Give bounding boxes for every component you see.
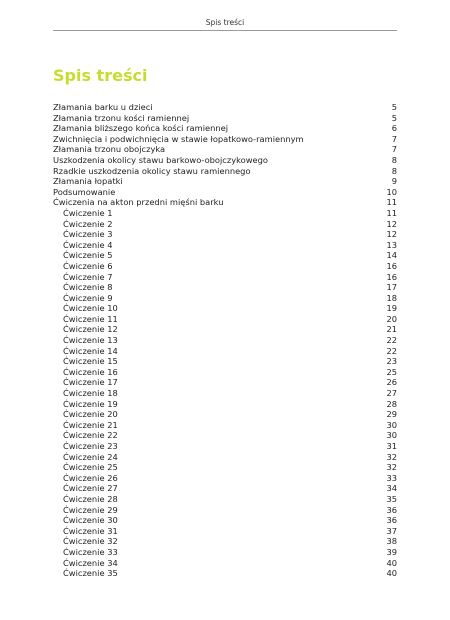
- toc-entry-page-number: 17: [386, 282, 397, 293]
- toc-entry[interactable]: [53, 526, 397, 537]
- toc-entry[interactable]: [53, 515, 397, 526]
- toc-entry-label: Złamania łopatki: [53, 176, 123, 187]
- toc-entry-page-number: 30: [386, 419, 397, 430]
- toc-entry-page-number: 11: [386, 207, 397, 218]
- toc-entry-label: Złamania barku u dzieci: [53, 102, 153, 112]
- toc-entry-label: Złamania bliższego końca kości ramiennej: [53, 123, 229, 134]
- toc-entry-page-number: 36: [386, 515, 397, 526]
- toc-entry[interactable]: [53, 430, 397, 441]
- toc-entry-page-number: 5: [391, 102, 397, 112]
- toc-entry-page-number: 31: [386, 441, 397, 451]
- toc-entry-page-number: 35: [386, 493, 397, 504]
- toc-entry[interactable]: [53, 441, 397, 452]
- toc-entry[interactable]: [53, 219, 397, 230]
- toc-entry[interactable]: [53, 134, 397, 145]
- toc-entry[interactable]: [53, 452, 397, 463]
- toc-entry-page-number: 8: [391, 154, 397, 165]
- toc-entry-label: Ćwiczenie 32: [63, 536, 118, 547]
- toc-entry[interactable]: [53, 155, 397, 166]
- toc-entry[interactable]: [53, 494, 397, 505]
- toc-entry-label: Rzadkie uszkodzenia okolicy stawu ramiennego: [53, 165, 251, 176]
- toc-entry-label: Ćwiczenie 28: [63, 493, 118, 504]
- toc-entry-page-number: 18: [386, 292, 397, 303]
- toc-entry-label: Ćwiczenie 20: [63, 409, 118, 420]
- toc-entry-page-number: 22: [386, 335, 397, 346]
- toc-entry-label: Ćwiczenie 8: [63, 282, 113, 293]
- toc-entry[interactable]: [53, 293, 397, 304]
- toc-entry-label: Złamania trzonu kości ramiennej: [53, 112, 190, 123]
- toc-entry[interactable]: [53, 261, 397, 272]
- toc-entry[interactable]: [53, 197, 397, 208]
- toc-entry-label: Ćwiczenie 27: [63, 483, 118, 494]
- toc-entry-label: Ćwiczenie 7: [63, 271, 113, 282]
- toc-entry[interactable]: [53, 208, 397, 219]
- toc-entry-page-number: 27: [386, 388, 397, 399]
- toc-entry[interactable]: [53, 113, 397, 124]
- toc-entry[interactable]: [53, 123, 397, 134]
- header-rule: [53, 30, 397, 31]
- toc-entry-label: Ćwiczenia na akton przedni mięśni barku: [53, 197, 224, 208]
- toc-entry-label: Ćwiczenie 5: [63, 250, 113, 261]
- toc-entry-label: Ćwiczenie 9: [63, 292, 113, 303]
- toc-entry-page-number: 40: [386, 557, 397, 568]
- toc-entry-label: Ćwiczenie 33: [63, 546, 118, 557]
- toc-entry-page-number: 26: [386, 377, 397, 388]
- toc-entry-page-number: 19: [386, 303, 397, 314]
- toc-entry-page-number: 23: [386, 356, 397, 367]
- toc-entry[interactable]: [53, 324, 397, 335]
- toc-entry[interactable]: [53, 187, 397, 198]
- toc-entry[interactable]: [53, 377, 397, 388]
- toc-entry-label: Ćwiczenie 3: [63, 229, 113, 240]
- toc-entry-label: Ćwiczenie 15: [63, 356, 118, 367]
- toc-entry-page-number: 7: [391, 144, 397, 155]
- toc-entry-page-number: 29: [386, 409, 397, 420]
- toc-entry-page-number: 32: [386, 462, 397, 473]
- toc-entry[interactable]: [53, 367, 397, 378]
- toc-entry[interactable]: [53, 388, 397, 399]
- toc-entry-label: Ćwiczenie 1: [63, 207, 113, 218]
- toc-entry-label: Ćwiczenie 18: [63, 388, 118, 399]
- toc-entry-label: Ćwiczenie 22: [63, 430, 118, 441]
- toc-entry-label: Ćwiczenie 6: [63, 260, 113, 271]
- toc-entry-page-number: 7: [391, 133, 397, 144]
- toc-entry-page-number: 5: [391, 112, 397, 123]
- toc-entry-page-number: 12: [386, 218, 397, 229]
- toc-entry[interactable]: [53, 282, 397, 293]
- toc-entry-page-number: 36: [386, 504, 397, 515]
- toc-entry-label: Ćwiczenie 21: [63, 419, 118, 430]
- toc-entry[interactable]: [53, 166, 397, 177]
- toc-entry[interactable]: [53, 420, 397, 431]
- toc-entry-label: Ćwiczenie 13: [63, 335, 118, 346]
- toc-entry-page-number: 21: [386, 324, 397, 335]
- toc-entry[interactable]: [53, 314, 397, 325]
- toc-entry-label: Złamania trzonu obojczyka: [53, 144, 166, 155]
- toc-entry[interactable]: [53, 409, 397, 420]
- toc-entry-page-number: 14: [386, 250, 397, 261]
- toc-entry-label: Ćwiczenie 34: [63, 557, 118, 568]
- toc-entry-label: Ćwiczenie 12: [63, 324, 118, 335]
- toc-entry[interactable]: [53, 144, 397, 155]
- toc-entry[interactable]: [53, 102, 397, 113]
- toc-entry-page-number: 20: [386, 313, 397, 324]
- toc-entry[interactable]: [53, 335, 397, 346]
- toc-entry-page-number: 33: [386, 472, 397, 483]
- toc-entry[interactable]: [53, 399, 397, 410]
- toc-entry-label: Ćwiczenie 30: [63, 515, 118, 526]
- toc-entry-label: Ćwiczenie 10: [63, 303, 118, 314]
- toc-entry-page-number: 25: [386, 366, 397, 377]
- toc-entry[interactable]: [53, 303, 397, 314]
- toc-entry-label: Ćwiczenie 14: [63, 345, 118, 356]
- toc-entry-label: Ćwiczenie 17: [63, 377, 118, 388]
- toc-entry[interactable]: [53, 229, 397, 240]
- page-title: Spis treści: [53, 66, 148, 85]
- toc-entry-label: Ćwiczenie 26: [63, 472, 118, 483]
- toc-entry[interactable]: [53, 547, 397, 558]
- toc-entry-label: Ćwiczenie 35: [63, 568, 118, 579]
- toc-entry-page-number: 38: [386, 536, 397, 547]
- toc-entry-page-number: 22: [386, 345, 397, 356]
- toc-entry-page-number: 40: [386, 568, 397, 579]
- toc-entry[interactable]: [53, 356, 397, 367]
- toc-entry-label: Ćwiczenie 29: [63, 504, 118, 515]
- toc-entry-label: Uszkodzenia okolicy stawu barkowo-obojczykowego: [53, 154, 268, 165]
- toc-entry-label: Ćwiczenie 24: [63, 451, 118, 462]
- toc-list: [53, 102, 397, 579]
- toc-entry-label: Ćwiczenie 4: [63, 239, 113, 250]
- toc-entry-label: Ćwiczenie 19: [63, 398, 118, 409]
- toc-entry[interactable]: [53, 462, 397, 473]
- toc-entry[interactable]: [53, 240, 397, 251]
- toc-entry-label: Ćwiczenie 25: [63, 462, 118, 473]
- toc-entry-page-number: 6: [391, 123, 397, 134]
- toc-entry[interactable]: [53, 250, 397, 261]
- toc-entry-label: Ćwiczenie 2: [63, 218, 113, 229]
- toc-entry-page-number: 34: [386, 483, 397, 494]
- toc-entry-label: Ćwiczenie 11: [63, 313, 118, 324]
- running-header: Spis treści: [205, 18, 245, 27]
- toc-entry[interactable]: [53, 473, 397, 484]
- toc-entry[interactable]: [53, 346, 397, 357]
- toc-entry[interactable]: [53, 536, 397, 547]
- toc-entry[interactable]: [53, 483, 397, 494]
- toc-entry[interactable]: [53, 558, 397, 569]
- toc-entry-page-number: 39: [386, 546, 397, 557]
- toc-entry-label: Zwichnięcia i podwichnięcia w stawie łopatkowo-ramiennym: [53, 133, 304, 144]
- toc-entry-page-number: 10: [386, 186, 397, 197]
- toc-entry-page-number: 32: [386, 451, 397, 462]
- toc-entry-page-number: 30: [386, 430, 397, 441]
- toc-entry-page-number: 12: [386, 229, 397, 240]
- toc-entry-page-number: 13: [386, 239, 397, 250]
- toc-entry[interactable]: [53, 272, 397, 283]
- toc-entry-page-number: 9: [391, 176, 397, 187]
- toc-entry-page-number: 37: [386, 525, 397, 536]
- toc-entry-page-number: 28: [386, 398, 397, 409]
- toc-entry-label: Podsumowanie: [53, 186, 116, 197]
- toc-entry[interactable]: [53, 176, 397, 187]
- toc-entry[interactable]: [53, 568, 397, 579]
- toc-entry-page-number: 16: [386, 271, 397, 282]
- toc-entry-label: Ćwiczenie 23: [63, 441, 118, 451]
- toc-entry-page-number: 11: [386, 197, 397, 208]
- toc-entry-label: Ćwiczenie 16: [63, 366, 118, 377]
- toc-entry-label: Ćwiczenie 31: [63, 525, 118, 536]
- toc-entry-page-number: 8: [391, 165, 397, 176]
- toc-entry-page-number: 16: [386, 260, 397, 271]
- toc-entry[interactable]: [53, 505, 397, 516]
